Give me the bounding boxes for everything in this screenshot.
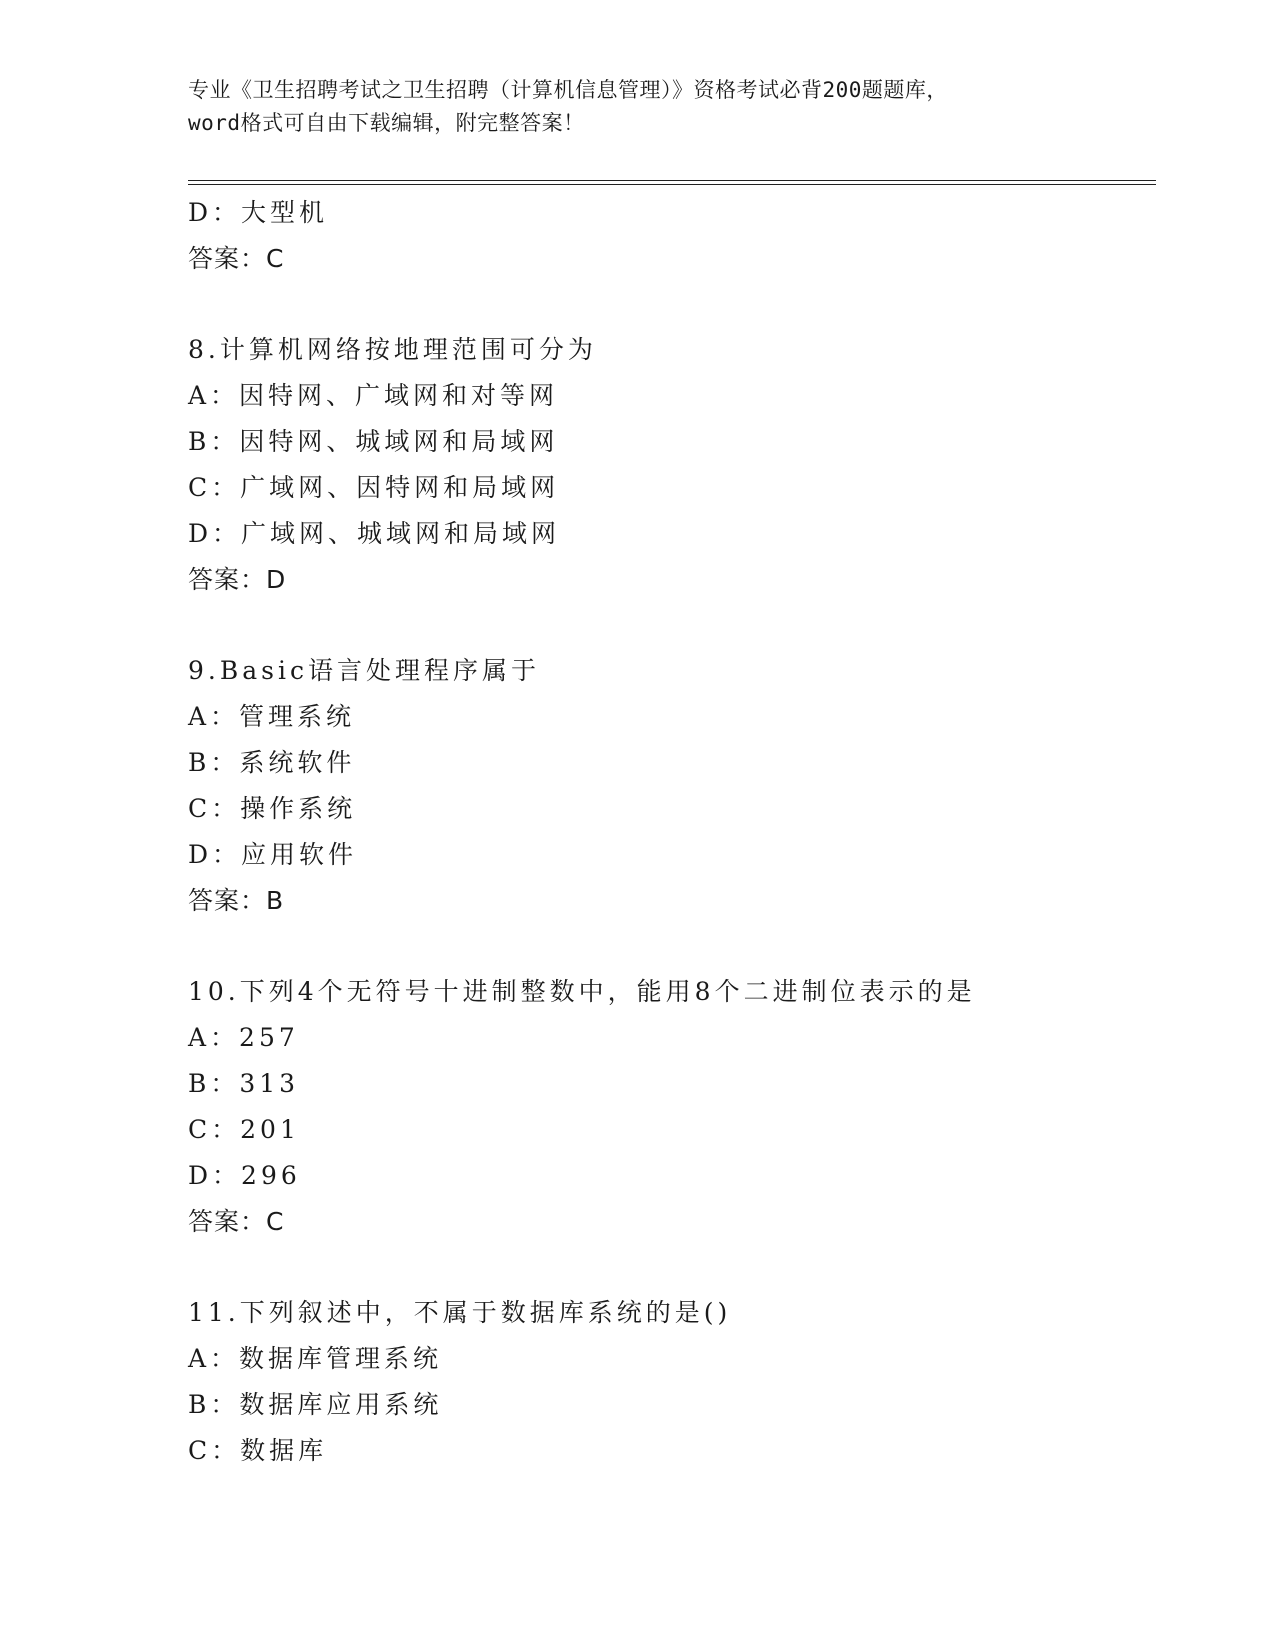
header-divider-top — [188, 180, 1156, 181]
option-d: D：广域网、城域网和局域网 — [188, 519, 561, 548]
option-a: A：管理系统 — [188, 702, 356, 731]
option-c: C：201 — [188, 1115, 300, 1144]
answer-line: 答案：C — [188, 1207, 285, 1236]
option-b: B：系统软件 — [188, 748, 356, 777]
option-c: C：操作系统 — [188, 794, 357, 823]
answer-line: 答案：D — [188, 565, 287, 594]
question-block-10 — [188, 969, 1148, 1245]
option-a: A：数据库管理系统 — [188, 1344, 443, 1373]
question-text: 9.Basic语言处理程序属于 — [188, 656, 540, 685]
option-b: B：因特网、城域网和局域网 — [188, 427, 559, 456]
answer-line: 答案：C — [188, 244, 285, 273]
option-a: A：257 — [188, 1023, 299, 1052]
header-line-1: 专业《卫生招聘考试之卫生招聘（计算机信息管理）》资格考试必背200题题库， — [188, 78, 948, 102]
question-block-11 — [188, 1290, 1148, 1474]
answer-line: 答案：B — [188, 886, 285, 915]
question-list — [188, 190, 1148, 1474]
question-text: 11.下列叙述中，不属于数据库系统的是() — [188, 1298, 732, 1327]
question-text: 8.计算机网络按地理范围可分为 — [188, 335, 597, 364]
document-header — [188, 74, 1088, 140]
question-block-9 — [188, 648, 1148, 924]
question-text: 10.下列4个无符号十进制整数中，能用8个二进制位表示的是 — [188, 977, 976, 1006]
option-d: D：296 — [188, 1161, 301, 1190]
option-a: A：因特网、广域网和对等网 — [188, 381, 559, 410]
option-d: D：大型机 — [188, 198, 329, 227]
header-divider-bottom — [188, 184, 1156, 185]
question-block-8 — [188, 327, 1148, 603]
header-line-2: word格式可自由下载编辑，附完整答案！ — [188, 111, 585, 135]
option-d: D：应用软件 — [188, 840, 358, 869]
option-c: C：广域网、因特网和局域网 — [188, 473, 560, 502]
option-c: C：数据库 — [188, 1436, 328, 1465]
question-block-7 — [188, 190, 1148, 282]
option-b: B：数据库应用系统 — [188, 1390, 443, 1419]
option-b: B：313 — [188, 1069, 300, 1098]
